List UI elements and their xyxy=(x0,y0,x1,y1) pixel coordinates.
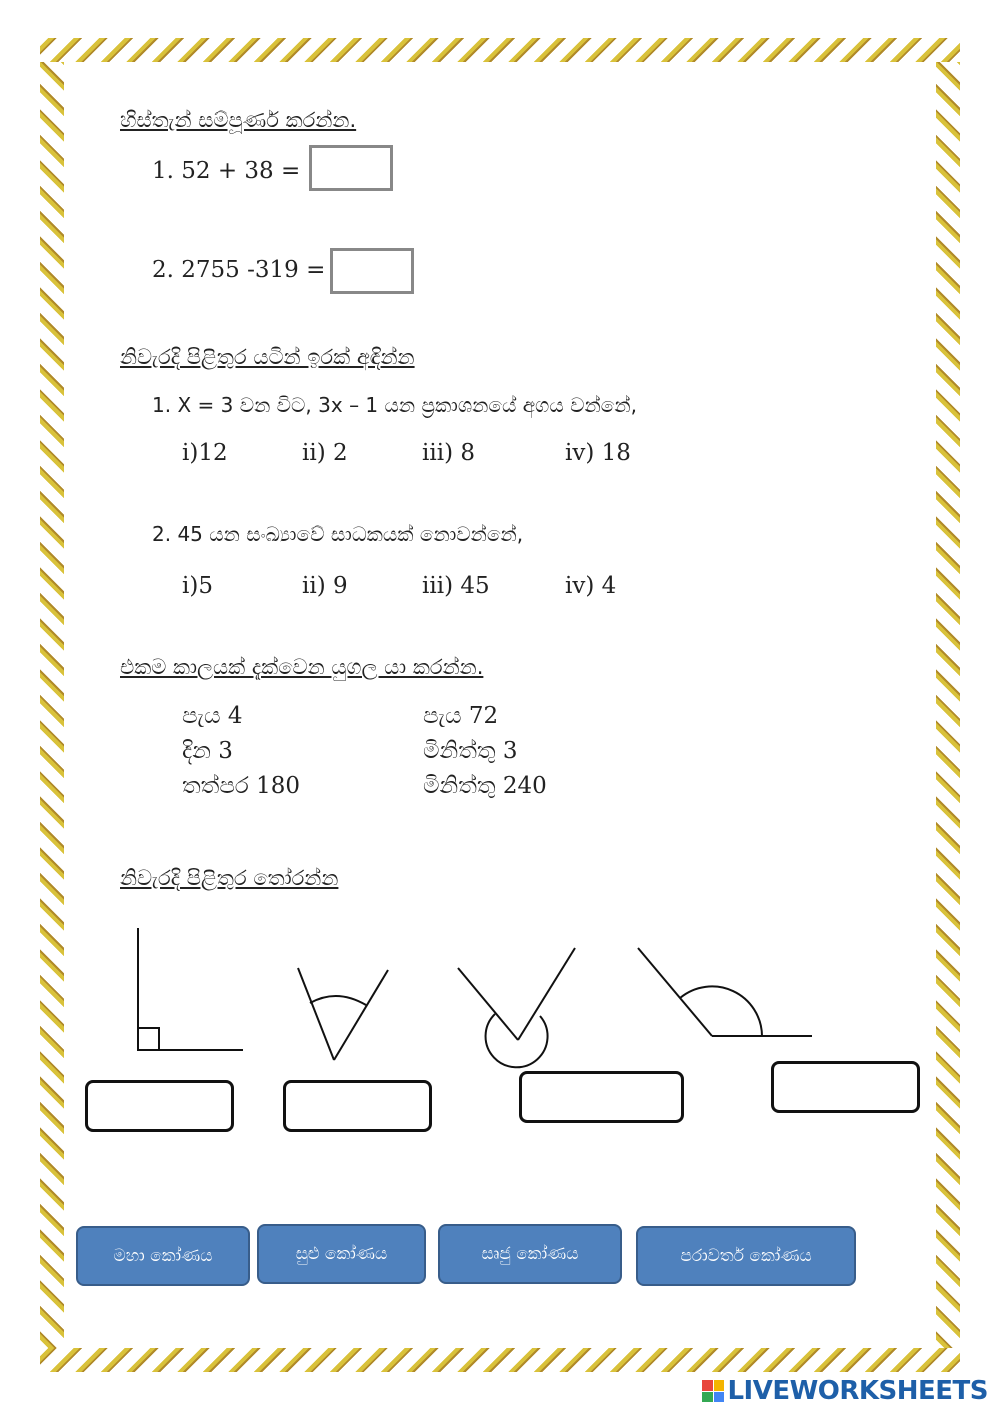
option-2-2-ii[interactable]: ii) 9 xyxy=(302,573,348,599)
section1-heading: හිස්තැන් සම්පූර්ණ කරන්න. xyxy=(120,108,357,132)
right-angle-figure xyxy=(138,928,243,1050)
question-2-2: 2. 45 යන සංඛ්‍යාවේ සාධකයක් නොවන්නේ, xyxy=(152,522,524,546)
option-2-1-ii[interactable]: ii) 2 xyxy=(302,440,348,466)
acute-angle-figure xyxy=(298,968,388,1060)
option-2-2-i[interactable]: i)5 xyxy=(182,573,213,599)
question-2-1: 1. X = 3 වන විට, 3x – 1 යන ප්‍රකාශනයේ අගය වන්නේ, xyxy=(152,393,637,417)
angle-answer-box-4[interactable] xyxy=(771,1061,920,1113)
option-2-1-iii[interactable]: iii) 8 xyxy=(422,440,475,466)
angle-answer-box-2[interactable] xyxy=(283,1080,432,1132)
liveworksheets-logo-icon xyxy=(702,1380,724,1402)
angle-answer-box-1[interactable] xyxy=(85,1080,234,1132)
option-2-1-iv[interactable]: iv) 18 xyxy=(565,440,631,466)
question-1-2: 2. 2755 -319 = xyxy=(152,257,326,283)
obtuse-angle-figure xyxy=(638,948,812,1036)
match-left-3[interactable]: තත්පර 180 xyxy=(182,773,301,799)
section4-heading: නිවැරදි පිළිතුර තෝරන්න xyxy=(120,866,339,890)
reflex-angle-figure xyxy=(458,948,575,1067)
choice-right-angle[interactable]: සෘජු කෝණය xyxy=(438,1224,622,1284)
choice-reflex-angle[interactable]: පරාවර්ත කෝණය xyxy=(636,1226,856,1286)
choice-obtuse-angle[interactable]: මහා කෝණය xyxy=(76,1226,250,1286)
option-2-2-iii[interactable]: iii) 45 xyxy=(422,573,490,599)
choice-acute-angle[interactable]: සුළු කෝණය xyxy=(257,1224,426,1284)
match-right-3[interactable]: මිනිත්තු 240 xyxy=(423,773,547,799)
option-2-2-iv[interactable]: iv) 4 xyxy=(565,573,617,599)
match-left-2[interactable]: දින 3 xyxy=(182,738,233,764)
liveworksheets-logo xyxy=(702,1376,988,1406)
liveworksheets-logo-text: LIVEWORKSHEETS xyxy=(727,1376,988,1406)
angle-answer-box-3[interactable] xyxy=(519,1071,684,1123)
match-left-1[interactable]: පැය 4 xyxy=(182,703,243,729)
question-1-1: 1. 52 + 38 = xyxy=(152,158,301,184)
match-right-2[interactable]: මිනිත්තු 3 xyxy=(423,738,518,764)
match-right-1[interactable]: පැය 72 xyxy=(423,703,499,729)
section3-heading: එකම කාලයක් දැක්වෙන යුගල යා කරන්න. xyxy=(120,655,484,679)
option-2-1-i[interactable]: i)12 xyxy=(182,440,228,466)
section2-heading: නිවැරදි පිළිතුර යටින් ඉරක් අඳින්න xyxy=(120,345,415,369)
